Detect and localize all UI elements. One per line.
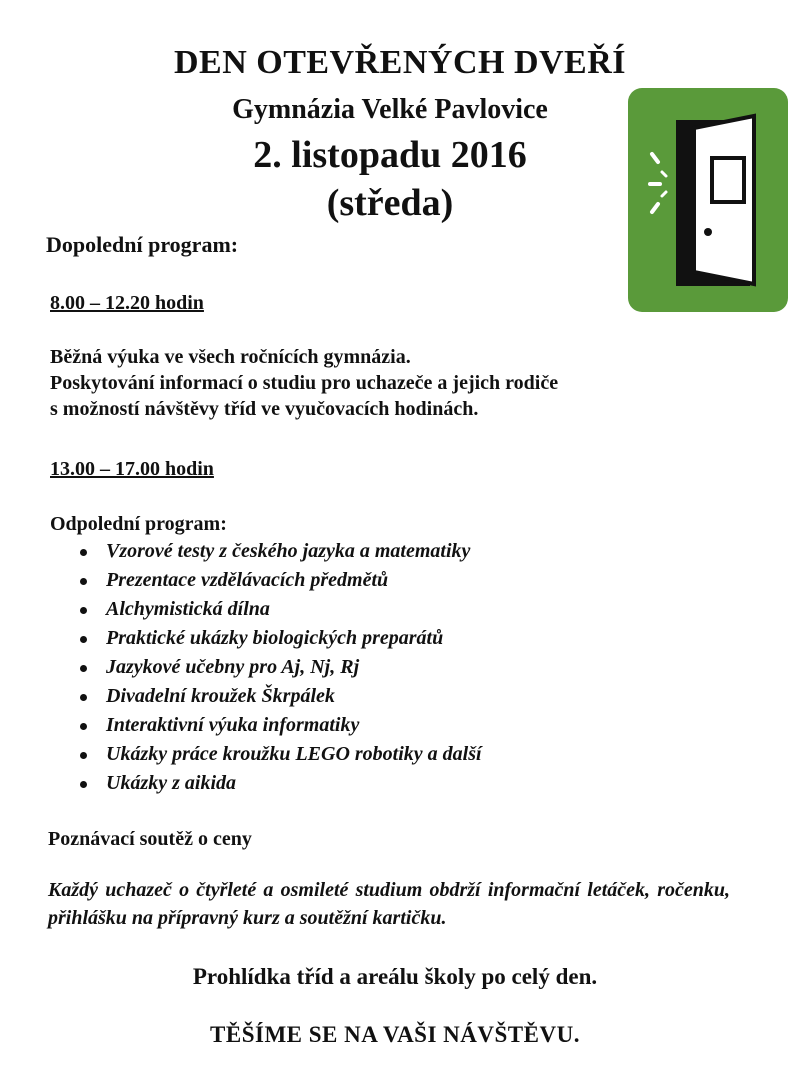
list-item: Ukázky z aikida xyxy=(50,769,482,798)
list-item: Ukázky práce kroužku LEGO robotiky a další xyxy=(50,740,482,769)
morning-time: 8.00 – 12.20 hodin xyxy=(50,292,204,314)
list-item: Vzorové testy z českého jazyka a matematiky xyxy=(50,537,482,566)
morning-line: Poskytování informací o studiu pro uchazeče a jejich rodiče xyxy=(50,372,559,394)
event-title: DEN OTEVŘENÝCH DVEŘÍ xyxy=(173,44,627,81)
afternoon-time: 13.00 – 17.00 hodin xyxy=(50,458,214,480)
open-door-icon xyxy=(628,88,788,312)
morning-line: s možností návštěvy tříd ve vyučovacích hodinách. xyxy=(50,398,479,420)
morning-program-heading: Dopolední program: xyxy=(46,232,239,257)
list-item: Prezentace vzdělávacích předmětů xyxy=(50,566,482,595)
open-door-graphic xyxy=(628,88,788,312)
list-item: Praktické ukázky biologických preparátů xyxy=(50,624,482,653)
event-date: 2. listopadu 2016 xyxy=(253,134,527,176)
event-day: (středa) xyxy=(326,182,454,224)
contest-text: Poznávací soutěž o ceny xyxy=(48,828,252,850)
list-item: Jazykové učebny pro Aj, Nj, Rj xyxy=(50,653,482,682)
tour-text: Prohlídka tříd a areálu školy po celý den. xyxy=(192,964,598,989)
list-item: Interaktivní výuka informatiky xyxy=(50,711,482,740)
afternoon-program-list xyxy=(50,537,482,798)
afternoon-program-heading: Odpolední program: xyxy=(50,513,227,535)
list-item: Divadelní kroužek Škrpálek xyxy=(50,682,482,711)
morning-line: Běžná výuka ve všech ročnících gymnázia. xyxy=(50,346,411,368)
list-item: Alchymistická dílna xyxy=(50,595,482,624)
morning-description xyxy=(50,344,558,422)
school-name: Gymnázia Velké Pavlovice xyxy=(232,94,548,125)
applicant-notice: Každý uchazeč o čtyřleté a osmileté studium obdrží informační letáček, ročenku, přihlášku na přípravný kurz a soutěžní kartičku. xyxy=(48,879,730,929)
closing-text: TĚŠÍME SE NA VAŠI NÁVŠTĚVU. xyxy=(210,1022,580,1047)
